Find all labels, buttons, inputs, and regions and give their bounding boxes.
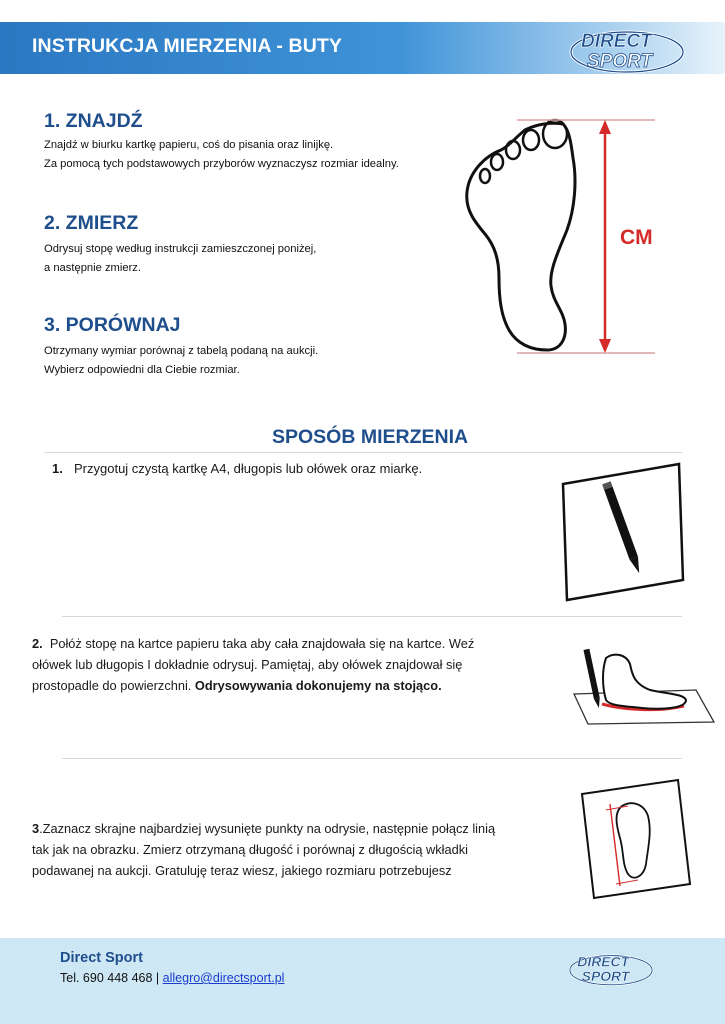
footer-separator: | xyxy=(152,971,163,985)
footer-email-link[interactable]: allegro@directsport.pl xyxy=(162,971,285,985)
step-text: podawanej na aukcji. Gratuluję teraz wiesz, jakiego rozmiaru potrzebujesz xyxy=(32,863,452,878)
arrow-up-icon xyxy=(599,120,611,134)
arrow-down-icon xyxy=(599,339,611,353)
logo-line1: DIRECT xyxy=(581,31,652,52)
step-text: ołówek lub długopis I dokładnie odrysuj. Pamiętaj, aby ołówek znajdował się xyxy=(32,657,463,672)
foot-tracing-illustration xyxy=(568,640,716,726)
direct-sport-logo-footer xyxy=(567,946,655,990)
traced-foot-illustration xyxy=(578,776,694,900)
step-3 xyxy=(32,818,495,881)
foot-outline-icon xyxy=(467,123,575,350)
foot-side-icon xyxy=(603,655,686,709)
divider xyxy=(62,616,682,617)
logo-line1: DIRECT xyxy=(577,953,630,970)
logo-line2: SPORT xyxy=(581,968,630,985)
text-line: Wybierz odpowiedni dla Ciebie rozmiar. xyxy=(44,364,240,376)
method-title: SPOSÓB MIERZENIA xyxy=(272,426,469,448)
foot-measurement-illustration xyxy=(455,110,715,362)
step-number: 3 xyxy=(32,821,40,836)
step-text-bold: Odrysowywania dokonujemy na stojąco. xyxy=(194,678,442,693)
text-line: Odrysuj stopę według instrukcji zamieszczonej poniżej, xyxy=(44,243,317,255)
footer-phone: Tel. 690 448 468 xyxy=(60,971,153,985)
step-text: prostopadle do powierzchni. xyxy=(32,678,195,693)
paper-pen-illustration xyxy=(555,460,690,605)
step-text: Połóż stopę na kartce papieru taka aby cała znajdowała się na kartce. Weź xyxy=(49,636,475,651)
step-number: 2. xyxy=(32,636,43,651)
section-title-find: 1. ZNAJDŹ xyxy=(44,110,143,132)
text-line: Otrzymany wymiar porównaj z tabelą podaną na aukcji. xyxy=(44,345,319,357)
page-title: INSTRUKCJA MIERZENIA - BUTY xyxy=(32,35,343,57)
logo-line2: SPORT xyxy=(587,51,653,72)
step-1 xyxy=(52,461,422,476)
footer-company-name: Direct Sport xyxy=(60,950,143,966)
step-2 xyxy=(32,633,474,696)
section-text-measure xyxy=(44,240,316,278)
step-number: 1. xyxy=(52,461,63,476)
divider xyxy=(62,758,682,759)
step-text: tak jak na obrazku. Zmierz otrzymaną długość i porównaj z długością wkładki xyxy=(32,842,469,857)
text-line: a następnie zmierz. xyxy=(44,262,142,274)
text-line: Za pomocą tych podstawowych przyborów wyznaczysz rozmiar idealny. xyxy=(44,158,399,170)
divider xyxy=(44,452,682,453)
cm-label: CM xyxy=(620,226,653,249)
section-text-compare xyxy=(44,342,318,380)
footer-contact xyxy=(60,971,284,985)
step-text: .Zaznacz skrajne najbardziej wysunięte punkty na odrysie, następnie połącz linią xyxy=(39,821,496,836)
section-title-measure: 2. ZMIERZ xyxy=(44,212,139,234)
section-text-find xyxy=(44,136,399,174)
text-line: Znajdź w biurku kartkę papieru, coś do pisania oraz linijkę. xyxy=(44,139,334,151)
step-text: Przygotuj czystą kartkę A4, długopis lub ołówek oraz miarkę. xyxy=(74,461,423,476)
direct-sport-logo xyxy=(567,22,687,76)
section-title-compare: 3. PORÓWNAJ xyxy=(44,314,181,336)
